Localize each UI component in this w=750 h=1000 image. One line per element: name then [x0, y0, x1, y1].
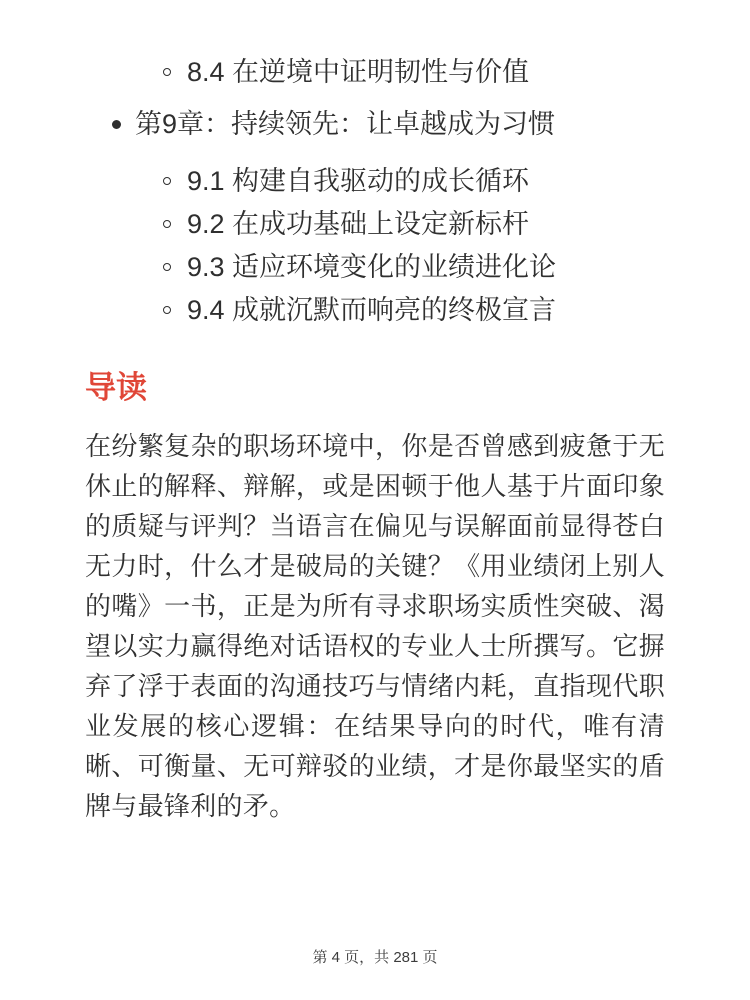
toc-item-label: 9.4 成就沉默而响亮的终极宣言: [187, 295, 557, 325]
toc-item-8-4: [85, 52, 665, 92]
hollow-bullet-icon: [163, 177, 171, 185]
toc-item-label: 9.3 适应环境变化的业绩进化论: [187, 252, 557, 282]
toc-item-label: 9.2 在成功基础上设定新标杆: [187, 209, 530, 239]
toc-item-label: 9.1 构建自我驱动的成长循环: [187, 166, 530, 196]
toc-item-chapter-9: [85, 104, 665, 144]
table-of-contents: [85, 52, 665, 330]
hollow-bullet-icon: [163, 68, 171, 76]
hollow-bullet-icon: [163, 306, 171, 314]
hollow-bullet-icon: [163, 263, 171, 271]
page-number-indicator: 第 4 页，共 281 页: [312, 949, 438, 966]
toc-item-label: 8.4 在逆境中证明韧性与价值: [187, 57, 530, 87]
toc-item-label: 第9章：持续领先：让卓越成为习惯: [135, 109, 556, 139]
toc-item-9-1: [85, 161, 665, 201]
toc-item-9-3: [85, 247, 665, 287]
page-content: [85, 0, 665, 826]
toc-item-9-4: [85, 290, 665, 330]
intro-section-heading: 导读: [85, 370, 147, 405]
toc-item-9-2: [85, 204, 665, 244]
filled-bullet-icon: [112, 120, 121, 129]
intro-paragraph: 在纷繁复杂的职场环境中，你是否曾感到疲惫于无休止的解释、辩解，或是困顿于他人基于片面印象的质疑与评判？当语言在偏见与误解面前显得苍白无力时，什么才是破局的关键？《用业绩闭上别人的嘴》一书，正是为所有寻求职场实质性突破、渴望以实力赢得绝对话语权的专业人士所撰写。它摒弃了浮于表面的沟通技巧与情绪内耗，直指现代职业发展的核心逻辑：在结果导向的时代，唯有清晰、可衡量、无可辩驳的业绩，才是你最坚实的盾牌与最锋利的矛。: [85, 431, 665, 821]
hollow-bullet-icon: [163, 220, 171, 228]
